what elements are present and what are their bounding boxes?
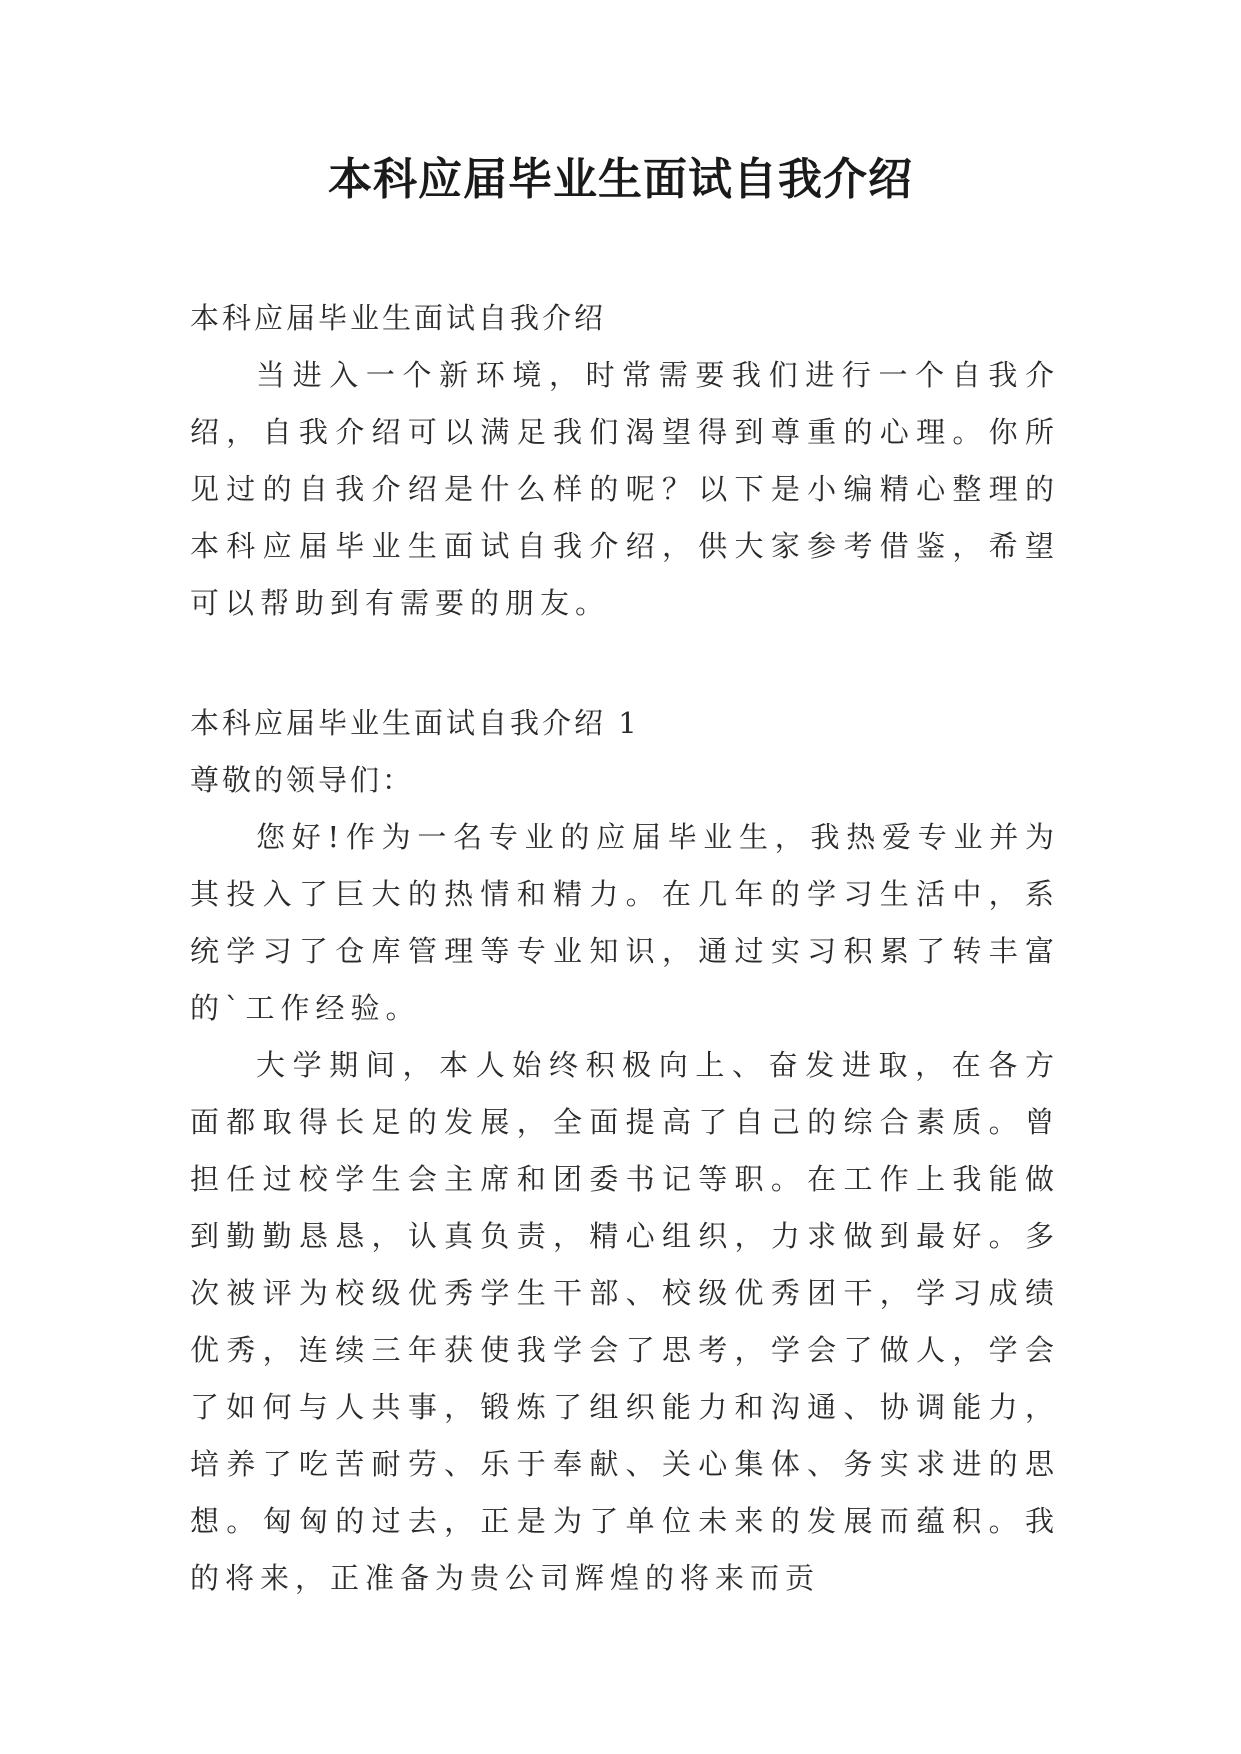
body-paragraph-2: 大学期间，本人始终积极向上、奋发进取，在各方面都取得长足的发展，全面提高了自己的综合素质。曾担任过校学生会主席和团委书记等职。在工作上我能做到勤勤恳恳，认真负责，精心组织，力求做到最好。多次被评为校级优秀学生干部、校级优秀团干，学习成绩优秀，连续三年获使我学会了思考，学会了做人，学会了如何与人共事，锻炼了组织能力和沟通、协调能力，培养了吃苦耐劳、乐于奉献、关心集体、务实求进的思想。匈匈的过去，正是为了单位未来的发展而蕴积。我的将来，正准备为贵公司辉煌的将来而贡 <box>190 1048 1060 1595</box>
section-heading-1: 本科应届毕业生面试自我介绍 1 <box>190 706 640 740</box>
document-title: 本科应届毕业生面试自我介绍 <box>328 154 913 205</box>
body-paragraph-1: 您好!作为一名专业的应届毕业生，我热爱专业并为其投入了巨大的热情和精力。在几年的学习生活中，系统学习了仓库管理等专业知识，通过实习积累了转丰富的`工作经验。 <box>190 820 1060 1025</box>
intro-heading: 本科应届毕业生面试自我介绍 <box>190 301 607 335</box>
salutation: 尊敬的领导们： <box>190 763 415 797</box>
intro-paragraph: 当进入一个新环境，时常需要我们进行一个自我介绍，自我介绍可以满足我们渴望得到尊重的心理。你所见过的自我介绍是什么样的呢？以下是小编精心整理的本科应届毕业生面试自我介绍，供大家参考借鉴，希望可以帮助到有需要的朋友。 <box>190 358 1060 620</box>
